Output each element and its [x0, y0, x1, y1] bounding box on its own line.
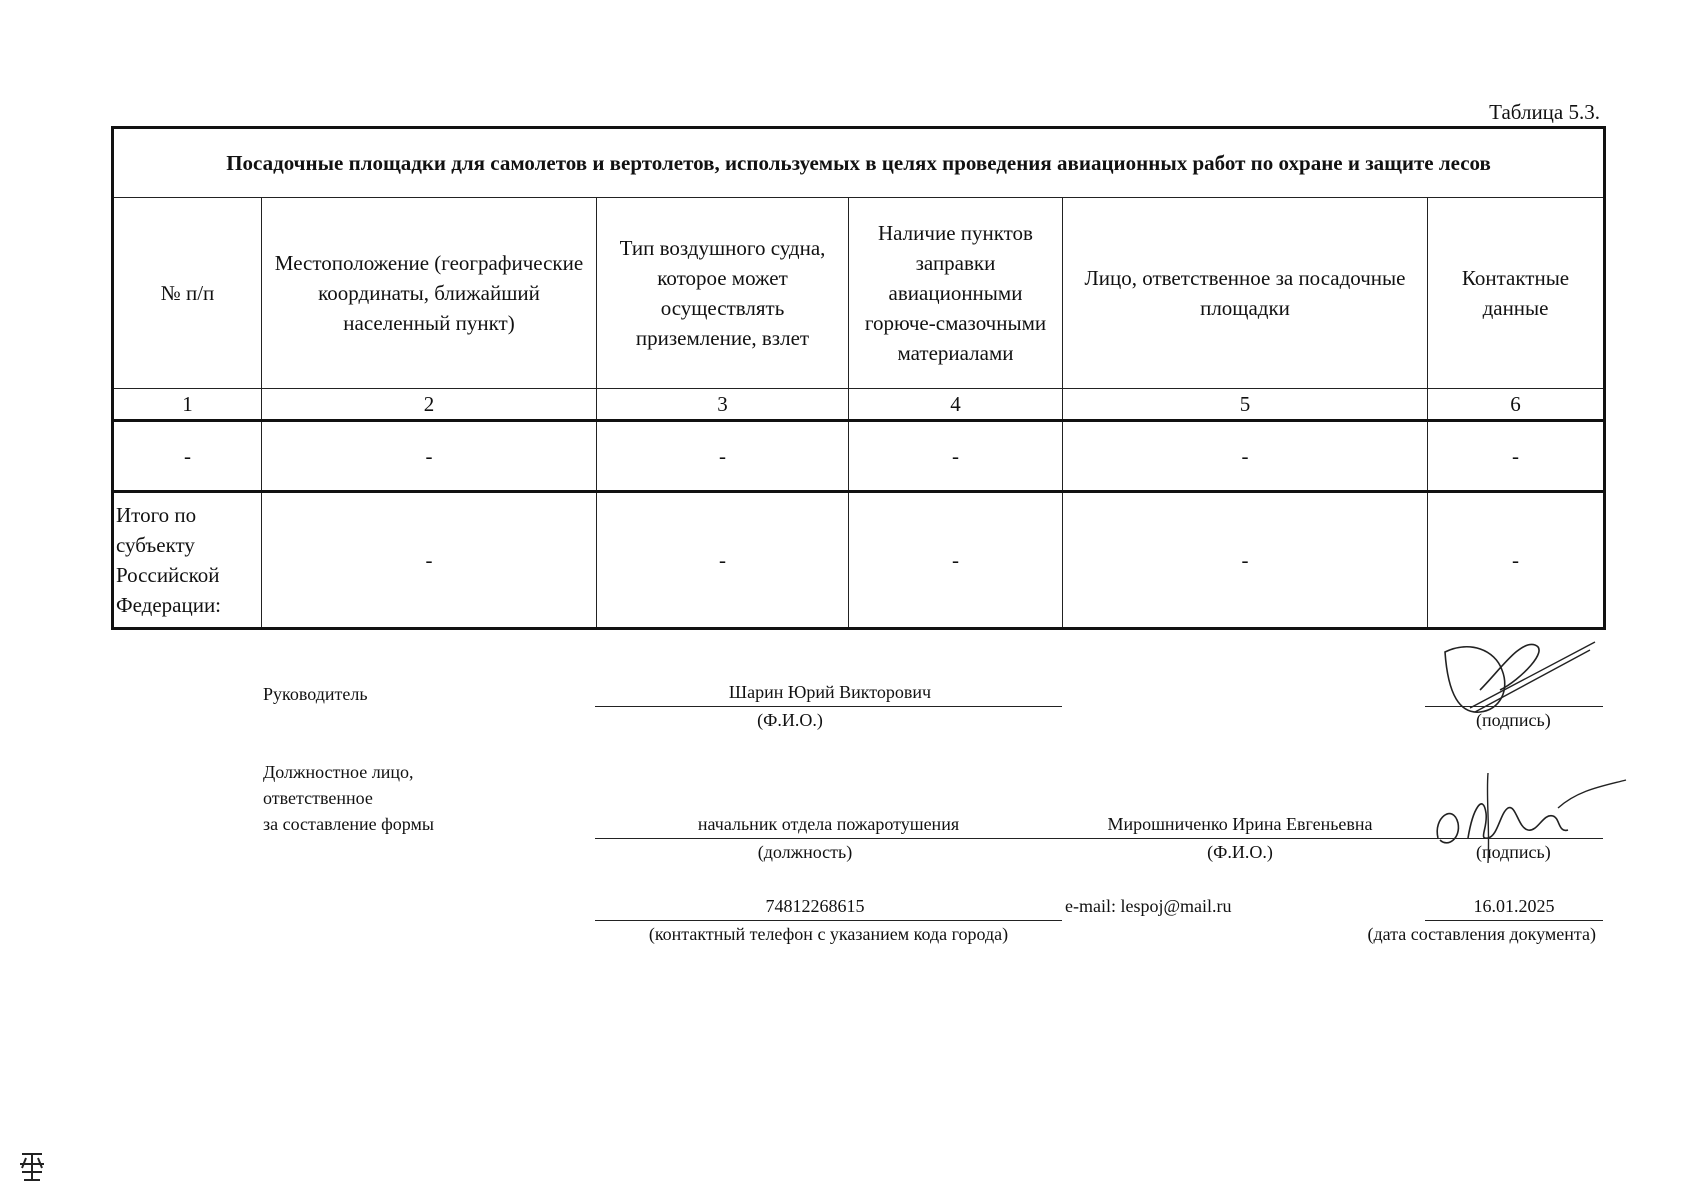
column-number: 6	[1428, 389, 1605, 421]
table-cell: -	[113, 421, 262, 492]
column-number: 2	[262, 389, 597, 421]
table-cell: -	[1428, 421, 1605, 492]
head-signature-image	[1440, 640, 1600, 730]
column-number: 1	[113, 389, 262, 421]
head-label: Руководитель	[263, 684, 368, 704]
contact-phone-caption: (контактный телефон с указанием кода города)	[648, 924, 1009, 944]
header-number: № п/п	[113, 198, 262, 389]
header-responsible-person: Лицо, ответственное за посадочные площадки	[1063, 198, 1428, 389]
total-cell: -	[1428, 492, 1605, 629]
head-name-line	[595, 706, 1062, 707]
date-line	[1425, 920, 1603, 921]
head-signature-caption: (подпись)	[1476, 710, 1551, 730]
responsible-name-caption: (Ф.И.О.)	[1207, 842, 1273, 862]
responsible-label-line3: за составление формы	[263, 814, 434, 834]
responsible-signature-caption: (подпись)	[1476, 842, 1551, 862]
head-name-caption: (Ф.И.О.)	[757, 710, 823, 730]
contact-phone: 74812268615	[765, 896, 865, 916]
responsible-label-line2: ответственное	[263, 788, 373, 808]
column-number: 4	[849, 389, 1063, 421]
responsible-label-line1: Должностное лицо,	[263, 762, 414, 782]
corner-mark-icon	[16, 1150, 48, 1184]
total-cell: -	[849, 492, 1063, 629]
contact-email: e-mail: lespoj@mail.ru	[1065, 896, 1232, 916]
column-number: 3	[597, 389, 849, 421]
responsible-position: начальник отдела пожаротушения	[697, 814, 960, 834]
responsible-name: Мирошниченко Ирина Евгеньевна	[1107, 814, 1373, 834]
landing-sites-table	[111, 126, 1606, 630]
responsible-position-caption: (должность)	[757, 842, 853, 862]
total-cell: -	[597, 492, 849, 629]
total-cell: -	[262, 492, 597, 629]
header-contacts: Контактные данные	[1428, 198, 1605, 389]
table-cell: -	[849, 421, 1063, 492]
table-cell: -	[262, 421, 597, 492]
header-fuel-points: Наличие пунктов заправки авиационными горюче-смазочными материалами	[849, 198, 1063, 389]
total-label: Итого по субъекту Российской Федерации:	[113, 492, 262, 629]
phone-line	[595, 920, 1062, 921]
responsible-signature-image	[1428, 768, 1628, 868]
document-date: 16.01.2025	[1473, 896, 1555, 916]
column-number: 5	[1063, 389, 1428, 421]
table-cell: -	[597, 421, 849, 492]
header-location: Местоположение (географические координаты, ближайший населенный пункт)	[262, 198, 597, 389]
header-aircraft-type: Тип воздушного судна, которое может осуществлять приземление, взлет	[597, 198, 849, 389]
table-title: Посадочные площадки для самолетов и вертолетов, используемых в целях проведения авиационных работ по охране и защите лесов	[113, 128, 1605, 198]
table-caption: Таблица 5.3.	[1489, 100, 1600, 124]
table-cell: -	[1063, 421, 1428, 492]
head-name: Шарин Юрий Викторович	[728, 682, 932, 702]
total-cell: -	[1063, 492, 1428, 629]
document-date-caption: (дата составления документа)	[1367, 924, 1596, 944]
